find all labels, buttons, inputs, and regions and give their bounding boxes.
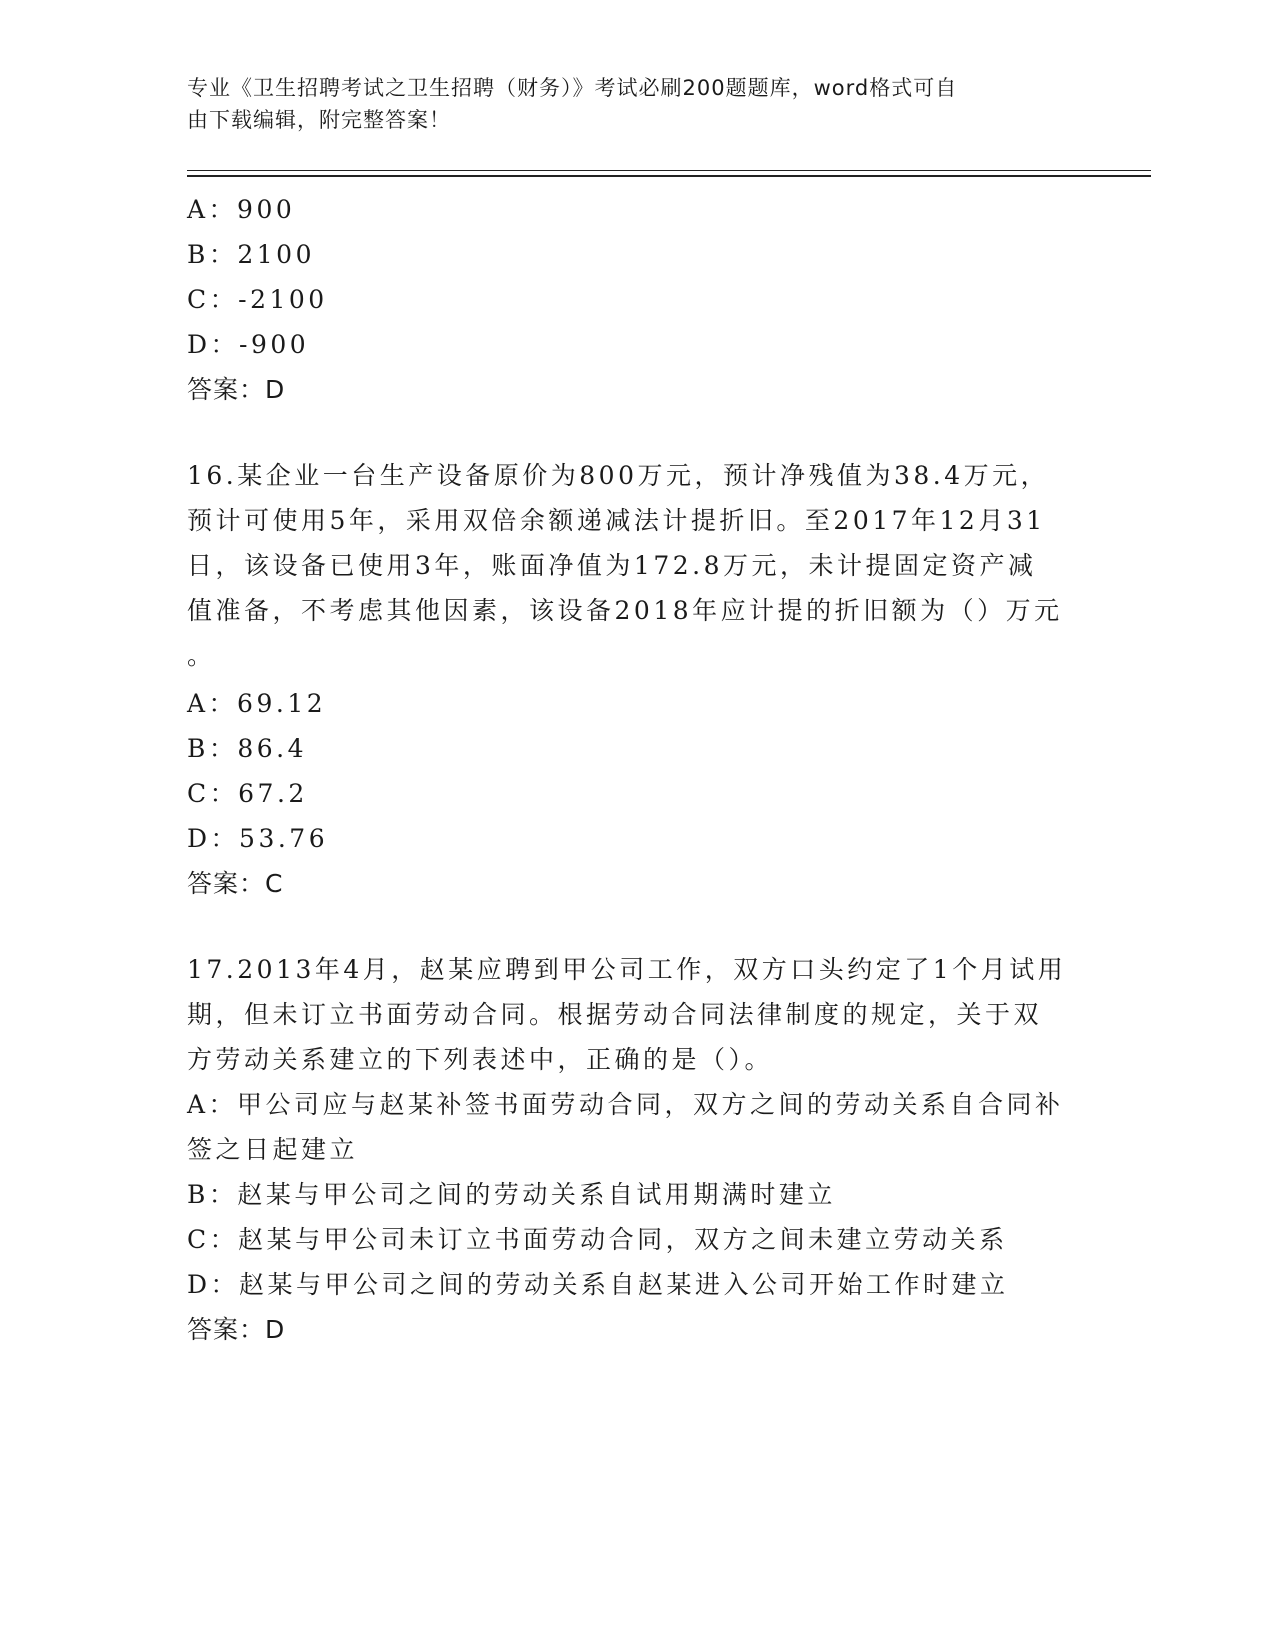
header-divider-thick: [187, 175, 1151, 177]
q16-option-d: D：53.76: [187, 824, 329, 853]
prev-option-b: B：2100: [187, 240, 315, 269]
q17-option-a-line-2: 签之日起建立: [187, 1135, 359, 1164]
q16-option-a: A：69.12: [187, 689, 327, 718]
q16-stem-line-4: 值准备，不考虑其他因素，该设备2018年应计提的折旧额为（）万元: [187, 596, 1063, 625]
q17-stem-line-1: 17.2013年4月，赵某应聘到甲公司工作，双方口头约定了1个月试用: [187, 955, 1067, 984]
q17-stem-line-2: 期，但未订立书面劳动合同。根据劳动合同法律制度的规定，关于双: [187, 1000, 1043, 1029]
q16-option-c: C：67.2: [187, 779, 308, 808]
q17-option-d: D：赵某与甲公司之间的劳动关系自赵某进入公司开始工作时建立: [187, 1270, 1009, 1299]
prev-answer: 答案：D: [187, 375, 286, 404]
header-title-line-1: 专业《卫生招聘考试之卫生招聘（财务）》考试必刷200题题库，word格式可自: [187, 76, 958, 100]
prev-option-d: D：-900: [187, 330, 310, 359]
q17-answer: 答案：D: [187, 1315, 286, 1344]
q17-option-a-line-1: A：甲公司应与赵某补签书面劳动合同，双方之间的劳动关系自合同补: [187, 1090, 1064, 1119]
prev-option-a: A：900: [187, 195, 296, 224]
q17-stem-line-3: 方劳动关系建立的下列表述中，正确的是（）。: [187, 1045, 774, 1074]
prev-option-c: C：-2100: [187, 285, 328, 314]
header-title-line-2: 由下载编辑，附完整答案！: [187, 108, 451, 132]
q16-option-b: B：86.4: [187, 734, 308, 763]
q16-stem-line-2: 预计可使用5年，采用双倍余额递减法计提折旧。至2017年12月31: [187, 506, 1046, 535]
q17-option-b: B：赵某与甲公司之间的劳动关系自试用期满时建立: [187, 1180, 836, 1209]
q17-option-c: C：赵某与甲公司未订立书面劳动合同，双方之间未建立劳动关系: [187, 1225, 1008, 1254]
document-header: [187, 72, 1067, 136]
header-divider-thin: [187, 170, 1151, 171]
q16-stem-line-3: 日，该设备已使用3年，账面净值为172.8万元，未计提固定资产减: [187, 551, 1037, 580]
q16-stem-line-1: 16.某企业一台生产设备原价为800万元，预计净残值为38.4万元，: [187, 461, 1050, 490]
q16-stem-line-5: 。: [187, 641, 216, 670]
q16-answer: 答案：C: [187, 869, 284, 898]
